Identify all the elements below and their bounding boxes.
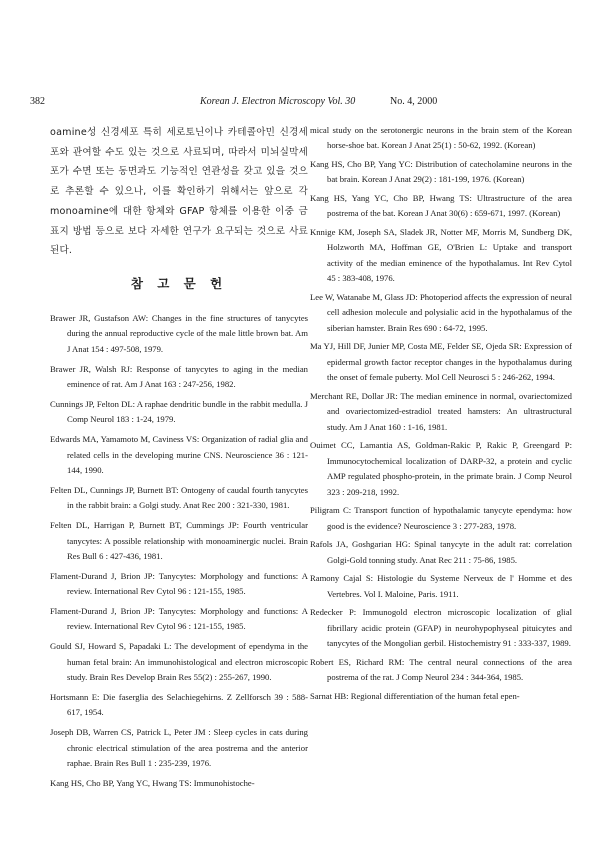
reference-entry: Robert ES, Richard RM: The central neural connections of the area postrema of the rat. J Comp Neurol 234 : 344-364, 1985. <box>310 656 572 683</box>
reference-entry: Felten DL, Cunnings JP, Burnett BT: Ontogeny of caudal fourth tanycytes in the rabbit brain: a Golgi study. Anat Rec 200 : 321-330, 1981. <box>50 484 308 511</box>
page-number: 382 <box>30 96 45 107</box>
reference-entry: Kang HS, Yang YC, Cho BP, Hwang TS: Ultrastructure of the area postrema of the bat. Korean J Anat 30(6) : 659-671, 1997. (Korean) <box>310 193 572 219</box>
reference-entry: Felten DL, Harrigan P, Burnett BT, Cummings JP: Fourth ventricular tanycytes: A possible relationship with monoaminergic nuclei. Brain Res Bull 6 : 427-436, 1981. <box>50 520 308 561</box>
reference-entry: Hortsmann E: Die fasergliа des Selachiegehirns. Z Zellforsch 39 : 588-617, 1954. <box>50 691 308 718</box>
reference-entry: Ramony Cajal S: Histologie du Systeme Nerveux de l' Homme et des Vertebres. Vol I. Maloine, Paris. 1911. <box>310 573 572 599</box>
reference-entry: Brawer JR, Walsh RJ: Response of tanycytes to aging in the median eminence of rat. Am J Anat 163 : 247-256, 1982. <box>50 363 308 390</box>
reference-entry: Cunnings JP, Felton DL: A raphae dendritic bundle in the rabbit medulla. J Comp Neurol 183 : 1-24, 1979. <box>50 398 308 425</box>
references-heading: 참 고 문 헌 <box>130 275 228 291</box>
reference-entry: mical study on the serotonergic neurons in the brain stem of the Korean horse-shoe bat. Korean J Anat 25(1) : 50-62, 1992. (Korean) <box>310 125 572 151</box>
journal-title: Korean J. Electron Microscopy Vol. 30 <box>200 96 356 107</box>
right-column <box>310 123 572 707</box>
reference-entry: Piligram C: Transport function of hypothalamic tanycyte ependyma: how good is the evidence? Neuroscience 3 : 277-283, 1978. <box>310 505 572 531</box>
reference-entry: Ouimet CC, Lamantia AS, Goldman-Rakic P, Rakic P, Greengard P: Immunocytochemical localization of DARP-32, a protein and cyclic AMP regulated phospho-protein, in the primate brain. J Comp Neurol 323 : 209-218, 1992. <box>310 440 572 497</box>
reference-entry: Joseph DB, Warren CS, Patrick L, Peter JM : Sleep cycles in cats during chronic electrical stimulation of the area postrema and the anterior raphae. Brain Res Bull 1 : 235-239, 1976. <box>50 727 308 769</box>
reference-entry: Kang HS, Cho BP, Yang YC: Distribution of catecholamine neurons in the bat brain. Korean J Anat 29(2) : 181-199, 1976. (Korean) <box>310 159 572 185</box>
reference-entry: Kang HS, Cho BP, Yang YC, Hwang TS: Immunohistoche- <box>50 777 255 788</box>
journal-issue: No. 4, 2000 <box>390 96 438 107</box>
reference-entry: Rafols JA, Goshgarian HG: Spinal tanycyte in the adult rat: correlation Golgi-Gold tonning study. Anat Rec 211 : 75-86, 1985. <box>310 539 572 565</box>
reference-entry: Redecker P: Immunogold electron microscopic localization of glial fibrillary acidic protein (GFAP) in neurohypophyseal pituicytes and tanycytes of the Mongolian gerbil. Histochemistry 91 : 333-337, 1989. <box>310 607 572 649</box>
reference-entry: Edwards MA, Yamamoto M, Caviness VS: Organization of radial glia and related cells in the developing murine CNS. Neuroscience 36 : 121-144, 1990. <box>50 434 308 476</box>
reference-entry: Sarnat HB: Regional differentiation of the human fetal epen- <box>310 690 520 701</box>
reference-entry: Brawer JR, Gustafson AW: Changes in the fine structures of tanycytes during the annual reproductive cycle of the male little brown bat. Am J Anat 154 : 497-508, 1979. <box>50 312 308 354</box>
left-column <box>50 123 308 796</box>
reference-entry: Merchant RE, Dollar JR: The median eminence in normal, ovariectomized and ovariectomized-estradiol treated hamsters: An ultrastructural study. Am J Anat 160 : 1-16, 1981. <box>310 390 572 432</box>
reference-entry: Flament-Durand J, Brion JP: Tanycytes: Morphology and functions: A review. International Rev Cytol 96 : 121-155, 1985. <box>50 570 308 597</box>
reference-entry: Knnige KM, Joseph SA, Sladek JR, Notter MF, Morris M, Sundberg DK, Holzworth MA, Hoffman GE, O'Brien L: Uptake and transport activity of the median eminence of the hypothalamus. Int Rev Cytol 45 : 383-408, 1976. <box>310 227 572 284</box>
reference-entry: Flament-Durand J, Brion JP: Tanycytes: Morphology and functions: A review. International Rev Cytol 96 : 121-155, 1985. <box>50 606 308 632</box>
reference-entry: Ma YJ, Hill DF, Junier MP, Costa ME, Felder SE, Ojeda SR: Expression of epidermal growth factor receptor changes in the hypothalamus during the onset of female puberty. Mol Cell Neurosci 5 : 246-262, 1994. <box>310 341 572 383</box>
reference-entry: Gould SJ, Howard S, Papadaki L: The development of ependyma in the human fetal brain: An immunohistological and electron microscopic study. Brain Res Develop Brain Res 55(2) : 255-267, 1990. <box>50 641 308 683</box>
korean-paragraph: oamine성 신경세포 특히 세로토닌이나 카테콜아민 신경세포와 관여할 수도 있는 것으로 사료되며, 따라서 미뇌실막세포가 수면 또는 동면과도 기능적인 연관성을 갖고 있을 것으로 추론할 수 있으나, 이를 확인하기 위해서는 앞으로 각 monoamine에 대한 항체와 GFAP 항체를 이용한 이중 금표지 방법 등으로 보다 자세한 연구가 요구되는 것으로 사료된다. <box>50 127 308 257</box>
running-header <box>30 96 575 110</box>
reference-entry: Lee W, Watanabe M, Glass JD: Photoperiod affects the expression of neural cell adhesion molecule and polysialic acid in the hypothalamus of the siberian hamster. Brain Res 690 : 64-72, 1995. <box>310 291 572 333</box>
